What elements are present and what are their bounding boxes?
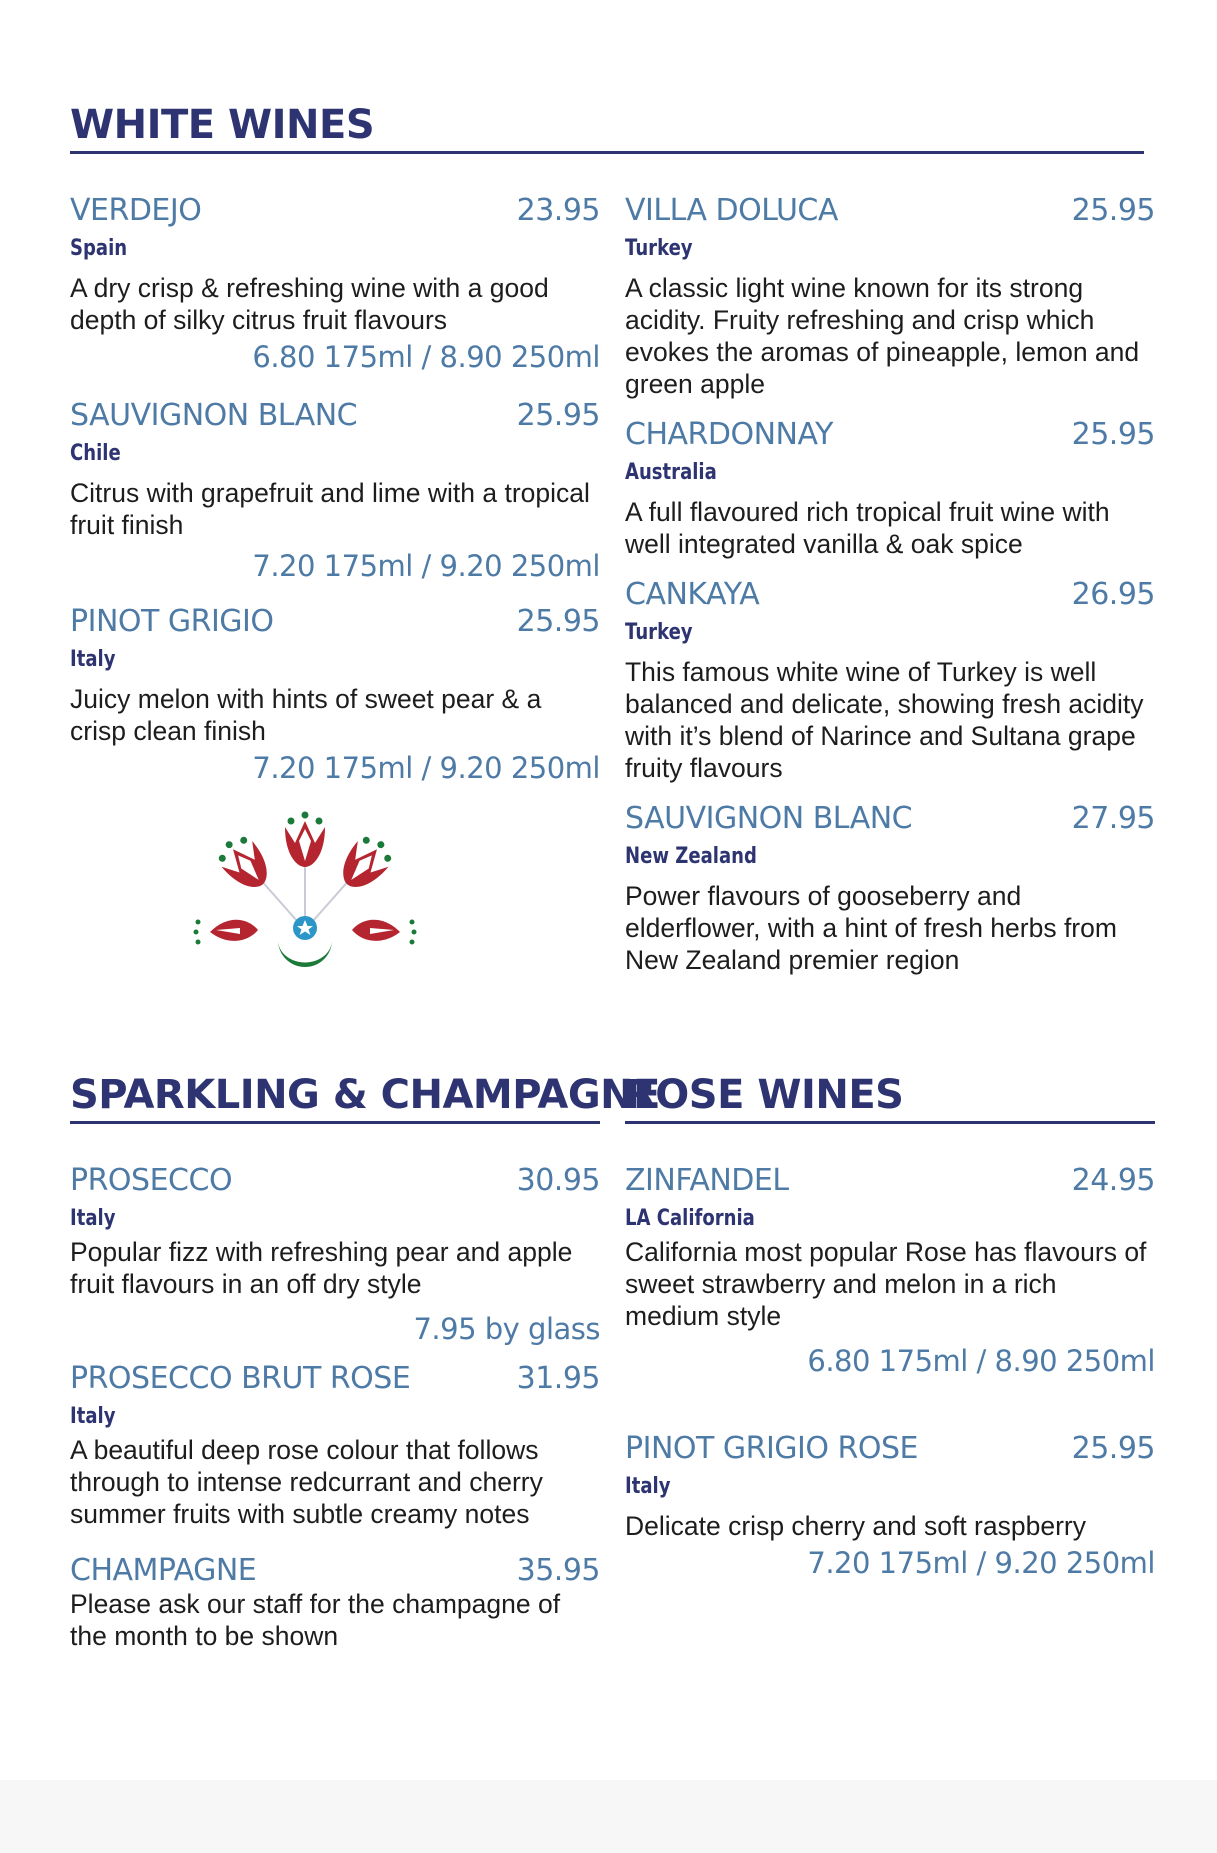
wine-origin: Australia <box>625 460 717 485</box>
wine-price: 25.95 <box>1071 1431 1155 1466</box>
wine-description: A beautiful deep rose colour that follows through to intense redcurrant and cherry summer fruits with subtle creamy notes <box>70 1435 543 1529</box>
wine-origin: Italy <box>70 647 116 672</box>
white-wines-divider <box>70 151 1144 154</box>
wine-glass-price: 7.20 175ml / 9.20 250ml <box>252 751 600 785</box>
wine-item <box>625 192 1155 400</box>
sparkling-divider <box>70 1121 600 1124</box>
wine-description: Delicate crisp cherry and soft raspberry <box>625 1511 1086 1541</box>
wine-description: Please ask our staff for the champagne of the month to be shown <box>70 1589 561 1651</box>
wine-item <box>625 800 1155 976</box>
wine-name: VERDEJO <box>70 193 202 228</box>
page-bottom-band <box>0 1780 1217 1853</box>
wine-price: 31.95 <box>516 1361 600 1396</box>
wine-origin: Italy <box>70 1404 116 1429</box>
wine-item <box>70 1162 600 1348</box>
wine-price: 27.95 <box>1071 801 1155 836</box>
wine-item <box>70 397 600 585</box>
wine-name: ZINFANDEL <box>625 1163 789 1198</box>
wine-name: PROSECCO BRUT ROSE <box>70 1361 411 1396</box>
sparkling-title: SPARKLING & CHAMPAGNE <box>70 1072 660 1118</box>
wine-description: Popular fizz with refreshing pear and apple fruit flavours in an off dry style <box>70 1237 573 1299</box>
wine-item <box>70 1552 600 1652</box>
wine-name: SAUVIGNON BLANC <box>625 801 913 836</box>
white-wines-title: WHITE WINES <box>70 102 375 148</box>
wine-item <box>625 1162 1155 1380</box>
wine-item <box>70 603 600 787</box>
wine-name: PINOT GRIGIO ROSE <box>625 1431 918 1466</box>
wine-price: 23.95 <box>516 193 600 228</box>
wine-description: This famous white wine of Turkey is well balanced and delicate, showing fresh acidity with it’s blend of Narince and Sultana grape fruity flavours <box>625 657 1144 783</box>
wine-description: California most popular Rose has flavours of sweet strawberry and melon in a rich medium style <box>625 1237 1147 1331</box>
rose-title: ROSE WINES <box>625 1072 904 1118</box>
wine-origin: Turkey <box>625 236 693 261</box>
wine-origin: LA California <box>625 1206 755 1231</box>
wine-description: A dry crisp & refreshing wine with a good depth of silky citrus fruit flavours <box>70 273 549 335</box>
wine-price: 30.95 <box>516 1163 600 1198</box>
wine-price: 25.95 <box>1071 193 1155 228</box>
wine-price: 26.95 <box>1071 577 1155 612</box>
wine-price: 35.95 <box>516 1553 600 1588</box>
wine-origin: Turkey <box>625 620 693 645</box>
wine-glass-price: 7.95 by glass <box>413 1312 600 1346</box>
wine-item <box>625 1430 1155 1582</box>
wine-description: Power flavours of gooseberry and elderflower, with a hint of fresh herbs from New Zealand premier region <box>625 881 1117 975</box>
wine-name: CANKAYA <box>625 577 760 612</box>
wine-name: SAUVIGNON BLANC <box>70 398 358 433</box>
wine-glass-price: 7.20 175ml / 9.20 250ml <box>807 1546 1155 1580</box>
wine-glass-price: 6.80 175ml / 8.90 250ml <box>807 1344 1155 1378</box>
wine-name: CHAMPAGNE <box>70 1553 257 1588</box>
wine-origin: New Zealand <box>625 844 757 869</box>
wine-origin: Chile <box>70 441 121 466</box>
wine-name: CHARDONNAY <box>625 417 833 452</box>
wine-description: Citrus with grapefruit and lime with a tropical fruit finish <box>70 478 590 540</box>
wine-price: 25.95 <box>1071 417 1155 452</box>
rose-divider <box>625 1121 1155 1124</box>
wine-description: A full flavoured rich tropical fruit wine with well integrated vanilla & oak spice <box>625 497 1110 559</box>
wine-price: 24.95 <box>1071 1163 1155 1198</box>
wine-item <box>70 1360 600 1530</box>
wine-glass-price: 6.80 175ml / 8.90 250ml <box>252 340 600 374</box>
wine-description: Juicy melon with hints of sweet pear & a crisp clean finish <box>70 684 542 746</box>
wine-name: PROSECCO <box>70 1163 233 1198</box>
wine-origin: Italy <box>625 1474 671 1499</box>
wine-origin: Spain <box>70 236 128 261</box>
wine-item <box>625 576 1155 784</box>
wine-item <box>625 416 1155 560</box>
wine-origin: Italy <box>70 1206 116 1231</box>
wine-price: 25.95 <box>516 604 600 639</box>
tulip-crescent-emblem-icon <box>180 800 430 980</box>
wine-item <box>70 192 600 376</box>
wine-glass-price: 7.20 175ml / 9.20 250ml <box>252 549 600 583</box>
wine-name: VILLA DOLUCA <box>625 193 838 228</box>
wine-price: 25.95 <box>516 398 600 433</box>
wine-name: PINOT GRIGIO <box>70 604 274 639</box>
wine-description: A classic light wine known for its strong acidity. Fruity refreshing and crisp which evokes the aromas of pineapple, lemon and green apple <box>625 273 1140 399</box>
